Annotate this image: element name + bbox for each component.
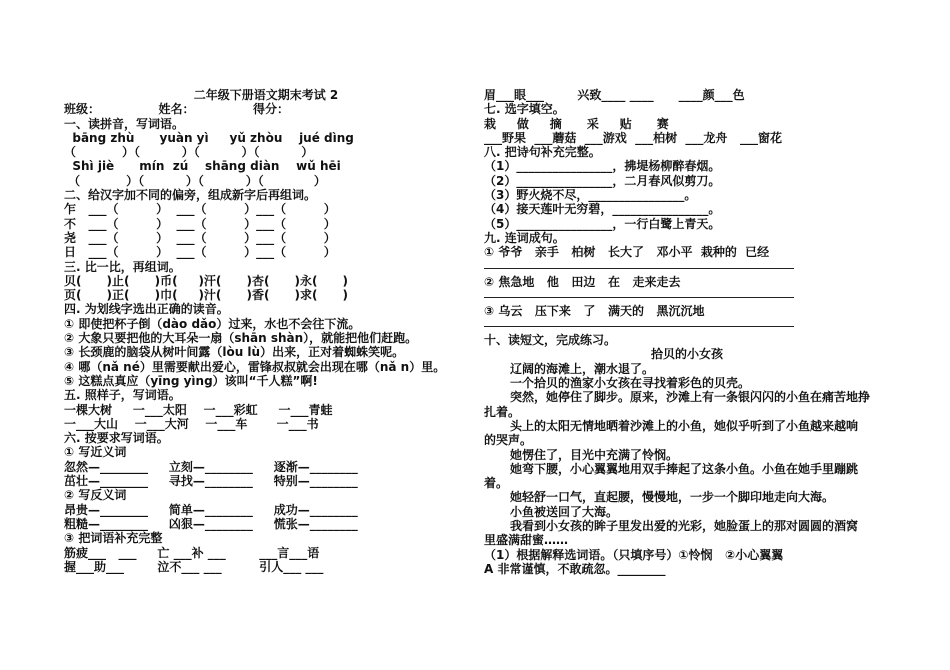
text-line: 班级： 姓名： 得分： (64, 102, 289, 117)
text-line: 我看到小女孩的眸子里发出爱的光彩，她脸蛋上的那对圆圆的酒窝 (510, 519, 859, 534)
text-line: ② 焦急地 他 田边 在 走来走去 (484, 274, 681, 289)
text-line: 二、给汉字加不同的偏旁，组成新字后再组词。 (64, 188, 317, 203)
text-line: （ ）（ ）（ ）（ ） (64, 145, 314, 160)
text-line: 栽 做 摘 采 贴 赛 (484, 116, 669, 131)
text-line: 扎着。 (484, 404, 521, 419)
text-line: ④ 哪（nǎ né）里需要献出爱心，雷锋叔叔就会出现在哪（nǎ n）里。 (64, 359, 446, 374)
text-line: 一___大山 一___大河 一___车 一___书 (64, 416, 319, 431)
text-line: 里盛满甜蜜…… (484, 533, 569, 548)
answer-line (484, 260, 794, 269)
text-line: 眉___眼___ 兴致____ ____ ____颜___色 (484, 88, 745, 102)
text-line: 五. 照样子，写词语。 (64, 388, 181, 403)
text-line: ① 即使把杯子倒（dào dǎo）过来，水也不会往下流。 (64, 316, 361, 331)
text-line: 九. 连词成句。 (484, 230, 565, 245)
text-line: ___野果 ___蘑菇 ___游戏 ___柏树 ___龙舟 ___窗花 (484, 130, 782, 145)
text-line: ③ 把词语补充完整 (64, 531, 163, 546)
text-line: 她轻舒一口气，直起腰，慢慢地，一步一个脚印地走向大海。 (510, 490, 835, 505)
text-line: 她弯下腰，小心翼翼地用双手捧起了这条小鱼。小鱼在她手里蹦跳 (510, 461, 859, 476)
text-line: （1）根据解释选词语。（只填序号）①怜悯 ②小心翼翼 (484, 547, 784, 562)
text-line: （1）________________，拂堤杨柳醉春烟。 (484, 159, 721, 174)
text-line: 一个拾贝的渔家小女孩在寻找着彩色的贝壳。 (510, 376, 751, 391)
answer-line (484, 289, 794, 298)
text-line: 三. 比一比，再组词。 (64, 259, 181, 274)
text-line: ② 大象只要把他的大耳朵一扇（shān shàn），就能把他们赶跑。 (64, 331, 418, 346)
text-line: 的哭声。 (484, 433, 533, 448)
text-line: 四. 为划线字选出正确的读音。 (64, 302, 229, 317)
text-line: 六. 按要求写词语。 (64, 431, 169, 446)
text-line: 乍 ___（ ） ___（ ）___（ ） (64, 202, 336, 217)
text-line: 拾贝的小女孩 (650, 347, 723, 362)
text-line: （2）________________，二月春风似剪刀。 (484, 173, 721, 188)
text-line: （3）野火烧不尽，________________。 (484, 188, 697, 203)
text-line: 不 ___（ ） ___（ ）___（ ） (64, 216, 336, 231)
text-line: （4）接天莲叶无穷碧，________________。 (484, 202, 721, 217)
text-line: A 非常谨慎，不敢疏忽。________ (484, 561, 666, 576)
text-line: 七. 选字填空。 (484, 102, 565, 117)
text-line: （5）________________，一行白鹭上青天。 (484, 216, 721, 231)
text-line: 头上的太阳无情地晒着沙滩上的小鱼，她似乎听到了小鱼越来越响 (510, 418, 859, 433)
text-line: Shì jiè mín zú shāng diàn wǔ hēi (64, 159, 341, 174)
text-line: 粗糙—________ 凶狠—________ 慌张—________ (64, 516, 358, 531)
text-line: ③ 乌云 压下来 了 满天的 黑沉沉地 (484, 303, 705, 318)
exam-title: 二年级下册语文期末考试 2 (193, 88, 339, 102)
left-column (64, 88, 468, 574)
text-line: 八. 把诗句补充完整。 (484, 145, 601, 160)
answer-line (484, 318, 794, 327)
text-line: 贝( )止( )币( )汗( )杏( )永( ) (64, 273, 349, 288)
text-line: 茁壮—________ 寻找—________ 特别—________ (64, 474, 358, 489)
text-line: 辽阔的海滩上，潮水退了。 (510, 361, 655, 376)
text-line: 忽然—________ 立刻—________ 逐渐—________ (64, 459, 358, 474)
text-line: ③ 长颈鹿的脑袋从树叶间露（lòu lù）出来，正对着蜘蛛笑呢。 (64, 345, 405, 360)
text-line: ⑤ 这糕点真应（yīng yìng）该叫“千人糕”啊! (64, 373, 318, 388)
text-line: bāng zhù yuàn yì yǔ zhòu jué dìng (64, 130, 354, 145)
text-line: 昂贵—________ 简单—________ 成功—________ (64, 502, 358, 517)
text-line: ① 爷爷 亲手 柏树 长大了 邓小平 栽种的 已经 (484, 245, 770, 260)
text-line: 页( )正( )巾( )汁( )香( )求( ) (64, 288, 349, 303)
text-line: 小鱼被送回了大海。 (510, 504, 619, 519)
text-line: 尧 ___（ ） ___（ ）___（ ） (64, 230, 336, 245)
text-line: ② 写反义词 (64, 488, 127, 503)
text-line: 筋疲___ ___ 亡 ___补 ___ ___言___语 (64, 545, 320, 560)
text-line: 她愣住了，目光中充满了怜悯。 (510, 447, 679, 462)
text-line: （ ）（ ）（ ）（ ） (64, 173, 326, 188)
text-line: 突然，她停住了脚步。原来，沙滩上有一条银闪闪的小鱼在痛苦地挣 (510, 390, 871, 405)
text-line: 着。 (484, 476, 509, 491)
text-line: 一、读拼音，写词语。 (64, 116, 185, 131)
right-column (484, 88, 890, 576)
text-line: ① 写近义词 (64, 445, 127, 460)
text-line: 握___助___ 泣不___ ___ 引人___ ___ (64, 559, 324, 574)
text-line: 一棵大树 一___太阳 一___彩虹 一___青蛙 (64, 402, 333, 417)
text-line: 日 ___（ ） ___（ ）___（ ） (64, 245, 336, 260)
text-line: 十、读短文，完成练习。 (484, 333, 617, 348)
